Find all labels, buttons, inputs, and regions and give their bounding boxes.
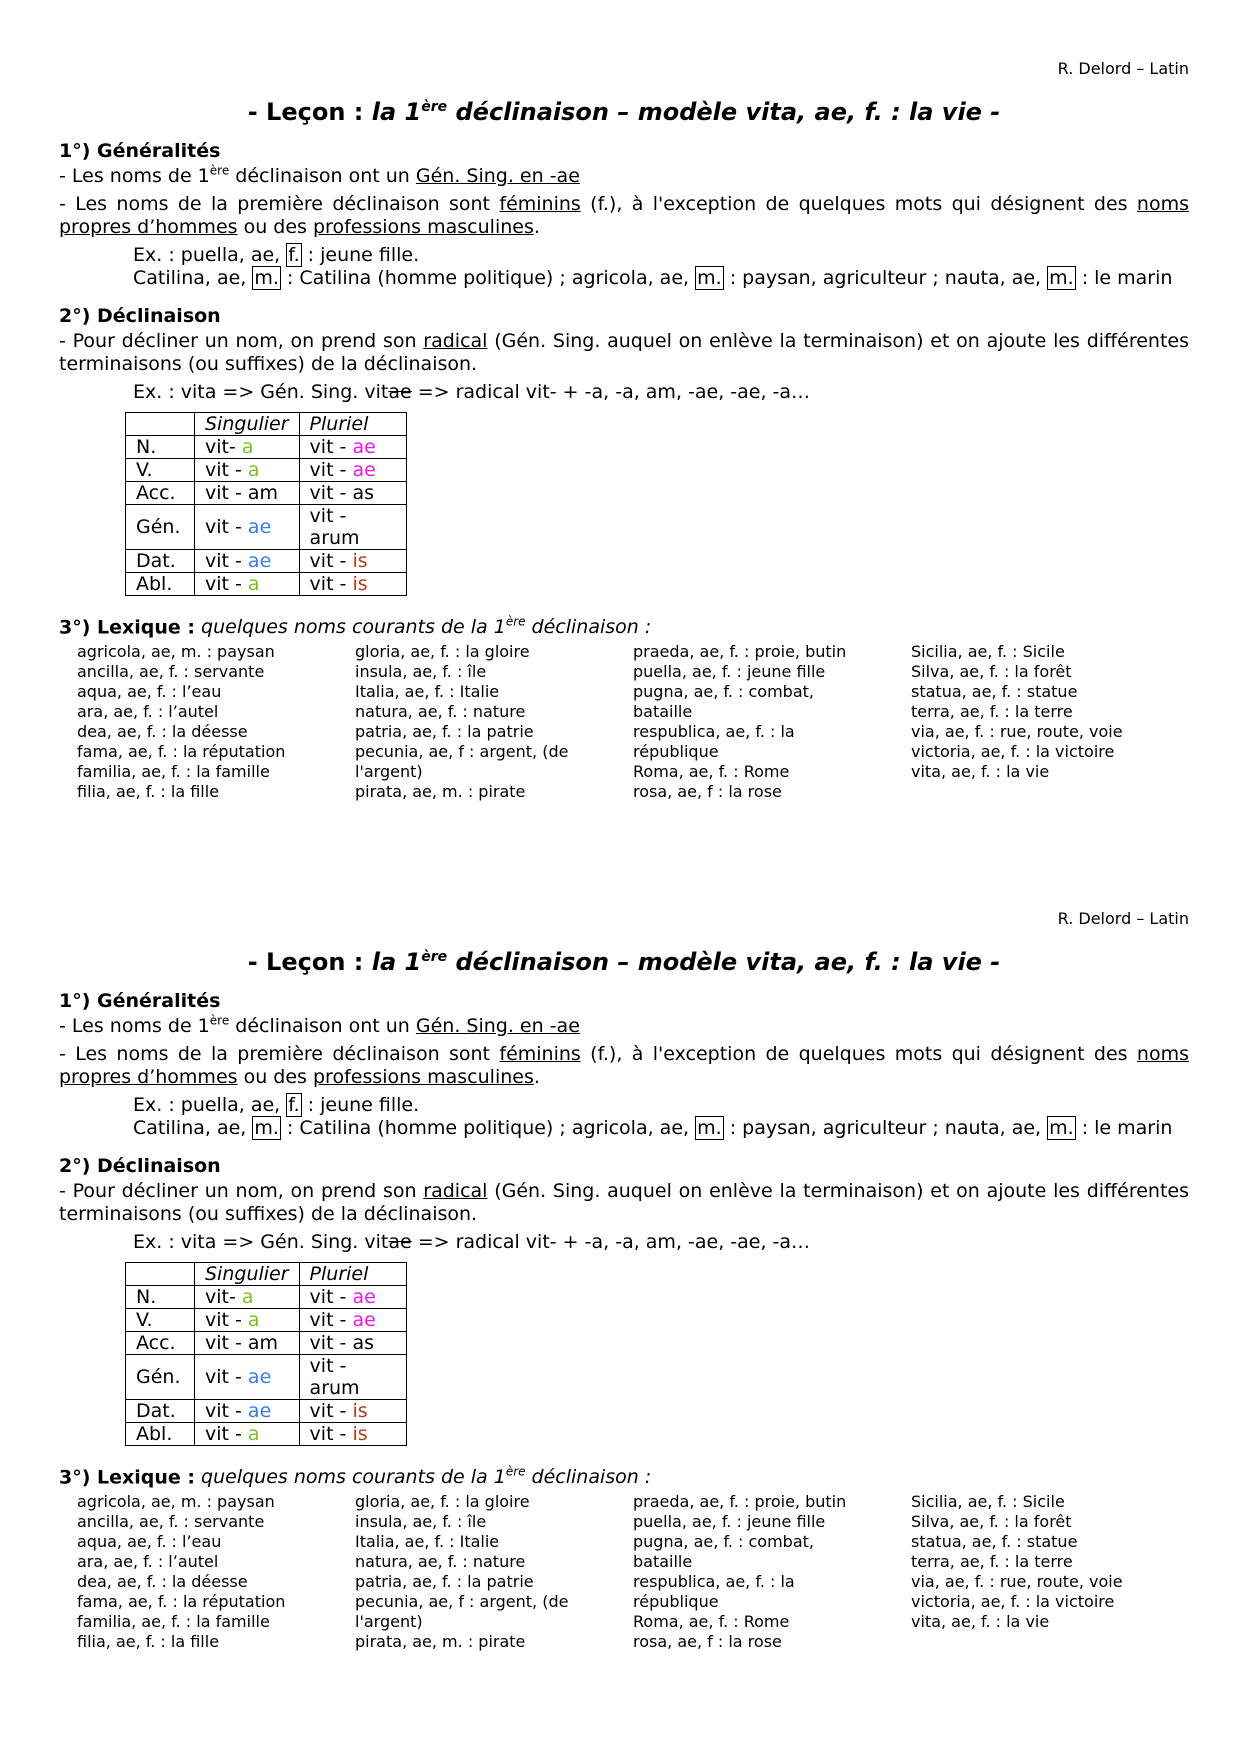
list-item: familia, ae, f. : la famille xyxy=(77,762,270,781)
list-item: ara, ae, f. : l’autel xyxy=(77,1552,219,1571)
case-cell: Abl. xyxy=(126,1423,195,1446)
declinaison-paragraph: - Pour décliner un nom, on prend son radical (Gén. Sing. auquel on enlève la terminaison) et on ajoute les différentes terminaisons (ou suffixes) de la déclinaison. xyxy=(59,330,1189,375)
generalites-line-2: - Les noms de la première déclinaison sont féminins (f.), à l'exception de quelques mots qui désignent des noms propres d’hommes ou des professions masculines. xyxy=(59,1043,1189,1088)
pl-cell: vit - as xyxy=(299,1332,406,1355)
pl-cell: vit - is xyxy=(299,573,406,596)
pl-cell: vit - ae xyxy=(299,436,406,459)
declinaison-paragraph: - Pour décliner un nom, on prend son radical (Gén. Sing. auquel on enlève la terminaison) et on ajoute les différentes terminaisons (ou suffixes) de la déclinaison. xyxy=(59,1180,1189,1225)
list-item: république xyxy=(633,742,719,761)
list-item: terra, ae, f. : la terre xyxy=(911,702,1073,721)
table-row xyxy=(126,436,407,459)
sg-cell: vit - am xyxy=(195,482,300,505)
table-row xyxy=(126,1355,407,1400)
list-item: victoria, ae, f. : la victoire xyxy=(911,1592,1115,1611)
example-1: Ex. : puella, ae, f. : jeune fille. xyxy=(133,1094,420,1116)
section-heading-generalites: 1°) Généralités xyxy=(59,990,221,1012)
declinaison-example: Ex. : vita => Gén. Sing. vitae => radical vit- + -a, -a, am, -ae, -ae, -a… xyxy=(133,381,811,403)
lesson-title: - Leçon : la 1ère déclinaison – modèle vita, ae, f. : la vie - xyxy=(247,948,1001,976)
list-item: l'argent) xyxy=(355,1612,423,1631)
list-item: république xyxy=(633,1592,719,1611)
sg-cell: vit- a xyxy=(195,436,300,459)
case-cell: Dat. xyxy=(126,1400,195,1423)
generalites-line-2: - Les noms de la première déclinaison sont féminins (f.), à l'exception de quelques mots qui désignent des noms propres d’hommes ou des professions masculines. xyxy=(59,193,1189,238)
list-item: Italia, ae, f. : Italie xyxy=(355,1532,500,1551)
list-item: bataille xyxy=(633,1552,693,1571)
case-cell: Gén. xyxy=(126,505,195,550)
lexique-column xyxy=(633,642,911,802)
list-item: puella, ae, f. : jeune fille xyxy=(633,1512,826,1531)
sg-cell: vit - ae xyxy=(195,550,300,573)
header-singulier: Singulier xyxy=(195,1263,300,1286)
table-row xyxy=(126,573,407,596)
pl-cell: vit - arum xyxy=(299,505,406,550)
section-heading-generalites: 1°) Généralités xyxy=(59,140,221,162)
case-cell: Gén. xyxy=(126,1355,195,1400)
list-item: Silva, ae, f. : la forêt xyxy=(911,1512,1072,1531)
declinaison-example: Ex. : vita => Gén. Sing. vitae => radical vit- + -a, -a, am, -ae, -ae, -a… xyxy=(133,1231,811,1253)
lesson-2 xyxy=(59,907,1189,1652)
section-heading-declinaison: 2°) Déclinaison xyxy=(59,1155,221,1177)
sg-cell: vit - ae xyxy=(195,1400,300,1423)
list-item: insula, ae, f. : île xyxy=(355,662,487,681)
list-item: natura, ae, f. : nature xyxy=(355,1552,526,1571)
declension-table xyxy=(125,412,407,596)
list-item: ancilla, ae, f. : servante xyxy=(77,662,265,681)
list-item: vita, ae, f. : la vie xyxy=(911,1612,1050,1631)
list-item: Italia, ae, f. : Italie xyxy=(355,682,500,701)
table-row xyxy=(126,1423,407,1446)
pl-cell: vit - is xyxy=(299,550,406,573)
pl-cell: vit - ae xyxy=(299,459,406,482)
list-item: puella, ae, f. : jeune fille xyxy=(633,662,826,681)
table-row xyxy=(126,482,407,505)
author: R. Delord – Latin xyxy=(1057,59,1189,78)
list-item: pecunia, ae, f : argent, (de xyxy=(355,742,569,761)
lesson-title: - Leçon : la 1ère déclinaison – modèle vita, ae, f. : la vie - xyxy=(247,98,1001,126)
case-cell: V. xyxy=(126,459,195,482)
lexique-column xyxy=(77,1492,355,1652)
lexique-column xyxy=(355,642,633,802)
list-item: statua, ae, f. : statue xyxy=(911,1532,1078,1551)
section-heading-lexique: 3°) Lexique : quelques noms courants de la 1ère déclinaison : xyxy=(59,1465,652,1489)
section-heading-lexique: 3°) Lexique : quelques noms courants de la 1ère déclinaison : xyxy=(59,615,652,639)
example-2: Catilina, ae, m. : Catilina (homme politique) ; agricola, ae, m. : paysan, agriculteur ; nauta, ae, m. : le marin xyxy=(133,1117,1173,1139)
section-heading-declinaison: 2°) Déclinaison xyxy=(59,305,221,327)
list-item: Roma, ae, f. : Rome xyxy=(633,762,790,781)
case-cell: Acc. xyxy=(126,1332,195,1355)
list-item: natura, ae, f. : nature xyxy=(355,702,526,721)
list-item: pugna, ae, f. : combat, xyxy=(633,1532,814,1551)
case-cell: Acc. xyxy=(126,482,195,505)
table-corner xyxy=(126,413,195,436)
list-item: victoria, ae, f. : la victoire xyxy=(911,742,1115,761)
declension-table xyxy=(125,1262,407,1446)
table-corner xyxy=(126,1263,195,1286)
sg-cell: vit - ae xyxy=(195,1355,300,1400)
sg-cell: vit - am xyxy=(195,1332,300,1355)
list-item: filia, ae, f. : la fille xyxy=(77,782,220,801)
header-singulier: Singulier xyxy=(195,413,300,436)
table-row xyxy=(126,505,407,550)
list-item: rosa, ae, f : la rose xyxy=(633,782,782,801)
list-item: patria, ae, f. : la patrie xyxy=(355,722,534,741)
sg-cell: vit - ae xyxy=(195,505,300,550)
list-item: dea, ae, f. : la déesse xyxy=(77,722,248,741)
table-row xyxy=(126,1400,407,1423)
list-item: Sicilia, ae, f. : Sicile xyxy=(911,1492,1065,1511)
sg-cell: vit - a xyxy=(195,573,300,596)
list-item: l'argent) xyxy=(355,762,423,781)
list-item: agricola, ae, m. : paysan xyxy=(77,642,275,661)
list-item: vita, ae, f. : la vie xyxy=(911,762,1050,781)
pl-cell: vit - is xyxy=(299,1423,406,1446)
sg-cell: vit - a xyxy=(195,459,300,482)
lexique-column xyxy=(911,1492,1189,1652)
list-item: rosa, ae, f : la rose xyxy=(633,1632,782,1651)
generalites-line-1: - Les noms de 1ère déclinaison ont un Gén. Sing. en -ae xyxy=(59,1013,580,1037)
lexique-list xyxy=(77,642,1189,802)
list-item: familia, ae, f. : la famille xyxy=(77,1612,270,1631)
list-item: statua, ae, f. : statue xyxy=(911,682,1078,701)
list-item: pirata, ae, m. : pirate xyxy=(355,782,526,801)
list-item: respublica, ae, f. : la xyxy=(633,722,795,741)
pl-cell: vit - ae xyxy=(299,1286,406,1309)
table-header-row xyxy=(126,1263,407,1286)
header-pluriel: Pluriel xyxy=(299,1263,406,1286)
list-item: fama, ae, f. : la réputation xyxy=(77,1592,286,1611)
list-item: insula, ae, f. : île xyxy=(355,1512,487,1531)
list-item: pugna, ae, f. : combat, xyxy=(633,682,814,701)
table-header-row xyxy=(126,413,407,436)
list-item: Roma, ae, f. : Rome xyxy=(633,1612,790,1631)
table-row xyxy=(126,1309,407,1332)
list-item: filia, ae, f. : la fille xyxy=(77,1632,220,1651)
list-item: respublica, ae, f. : la xyxy=(633,1572,795,1591)
lexique-column xyxy=(633,1492,911,1652)
list-item: terra, ae, f. : la terre xyxy=(911,1552,1073,1571)
sg-cell: vit - a xyxy=(195,1309,300,1332)
list-item: pirata, ae, m. : pirate xyxy=(355,1632,526,1651)
list-item: ara, ae, f. : l’autel xyxy=(77,702,219,721)
list-item: via, ae, f. : rue, route, voie xyxy=(911,722,1123,741)
case-cell: V. xyxy=(126,1309,195,1332)
pl-cell: vit - ae xyxy=(299,1309,406,1332)
pl-cell: vit - arum xyxy=(299,1355,406,1400)
list-item: Silva, ae, f. : la forêt xyxy=(911,662,1072,681)
pl-cell: vit - is xyxy=(299,1400,406,1423)
table-row xyxy=(126,1286,407,1309)
list-item: Sicilia, ae, f. : Sicile xyxy=(911,642,1065,661)
case-cell: N. xyxy=(126,1286,195,1309)
sg-cell: vit- a xyxy=(195,1286,300,1309)
list-item: aqua, ae, f. : l’eau xyxy=(77,1532,222,1551)
lesson-1 xyxy=(59,57,1189,802)
pl-cell: vit - as xyxy=(299,482,406,505)
list-item: fama, ae, f. : la réputation xyxy=(77,742,286,761)
list-item: aqua, ae, f. : l’eau xyxy=(77,682,222,701)
list-item: gloria, ae, f. : la gloire xyxy=(355,1492,530,1511)
lexique-column xyxy=(355,1492,633,1652)
author: R. Delord – Latin xyxy=(1057,909,1189,928)
list-item: agricola, ae, m. : paysan xyxy=(77,1492,275,1511)
example-2: Catilina, ae, m. : Catilina (homme politique) ; agricola, ae, m. : paysan, agriculteur ; nauta, ae, m. : le marin xyxy=(133,267,1173,289)
generalites-line-1: - Les noms de 1ère déclinaison ont un Gén. Sing. en -ae xyxy=(59,163,580,187)
case-cell: N. xyxy=(126,436,195,459)
example-1: Ex. : puella, ae, f. : jeune fille. xyxy=(133,244,420,266)
lexique-list xyxy=(77,1492,1189,1652)
lexique-column xyxy=(77,642,355,802)
header-pluriel: Pluriel xyxy=(299,413,406,436)
list-item: praeda, ae, f. : proie, butin xyxy=(633,642,847,661)
list-item: pecunia, ae, f : argent, (de xyxy=(355,1592,569,1611)
lexique-column xyxy=(911,642,1189,802)
list-item: ancilla, ae, f. : servante xyxy=(77,1512,265,1531)
list-item: patria, ae, f. : la patrie xyxy=(355,1572,534,1591)
case-cell: Dat. xyxy=(126,550,195,573)
sg-cell: vit - a xyxy=(195,1423,300,1446)
list-item: via, ae, f. : rue, route, voie xyxy=(911,1572,1123,1591)
table-row xyxy=(126,459,407,482)
table-row xyxy=(126,1332,407,1355)
table-row xyxy=(126,550,407,573)
list-item: dea, ae, f. : la déesse xyxy=(77,1572,248,1591)
list-item: praeda, ae, f. : proie, butin xyxy=(633,1492,847,1511)
case-cell: Abl. xyxy=(126,573,195,596)
list-item: bataille xyxy=(633,702,693,721)
list-item: gloria, ae, f. : la gloire xyxy=(355,642,530,661)
